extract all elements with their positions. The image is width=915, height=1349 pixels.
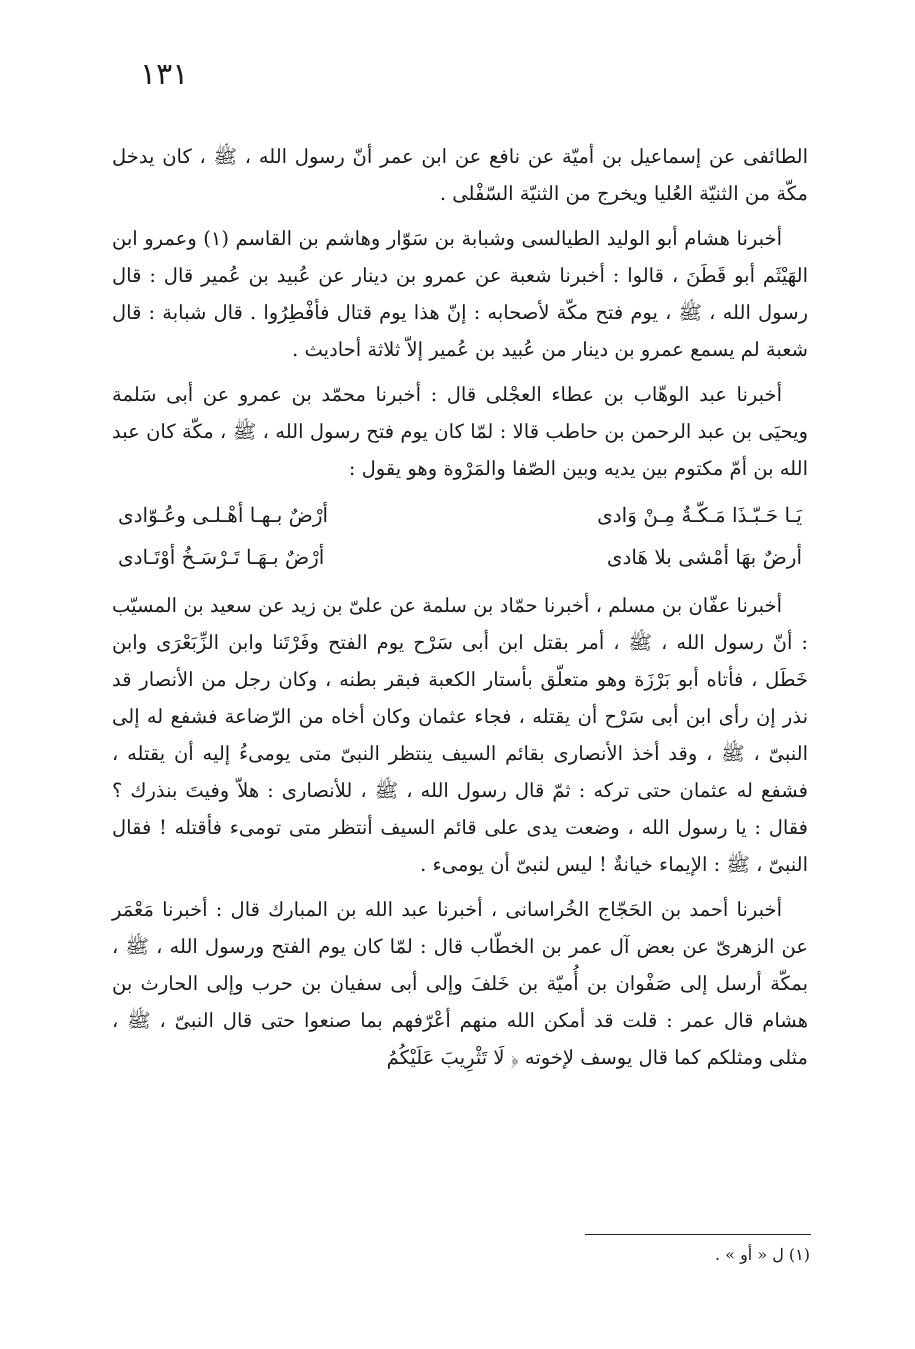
paragraph: أخبرنا هشام أبو الوليد الطيالسى وشبابة بن سَوّار وهاشم بن القاسم (١) وعمرو ابن الهَيْثَم أبو قَطَنَ ، قالوا : أخبرنا شعبة عن عمرو بن دينار عن عُبيد بن عُمير قال : قال رسول الله ، ﷺ ، يوم فتح مكّة لأصحابه : إنّ هذا يوم قتال فأفْطِرُوا . قال شبابة : قال شعبة لم يسمع عمرو بن دينار من عُبيد بن عُمير إلاّ ثلاثة أحاديث . bbox=[112, 227, 808, 361]
paragraph: أخبرنا عفّان بن مسلم ، أخبرنا حمّاد بن سلمة عن علىّ بن زيد عن سعيد بن المسيّب : أنّ رسول الله ، ﷺ ، أمر بقتل ابن أبى سَرْح يوم الفتح وفَرْتَنا وابن الزِّبَعْرَى وابن خَطَل ، فأتاه أبو بَرْزَة وهو متعلّق بأستار الكعبة فبقر بطنه ، وكان رجل من الأنصار قد نذر إن رأى ابن أبى سَرْح أن يقتله ، فجاء عثمان وكان أخاه من الرّضاعة فشفع له إلى النبىّ ، ﷺ ، وقد أخذ الأنصارى بقائم السيف ينتظر النبىّ متى يومىءُ إليه أن يقتله ، فشفع له عثمان حتى تركه : ثمّ قال رسول الله ، ﷺ ، للأنصارى : هلاّ وفيتَ بنذرك ؟ فقال : يا رسول الله ، وضعت يدى على قائم السيف أنتظر متى تومىء فأقتله ! فقال النبىّ ، ﷺ : الإيماء خيانةٌ ! ليس لنبىّ أن يومىء . bbox=[112, 594, 808, 876]
verse-hemistich-right: أرضٌ بهَا أمْشى بلا هَادى bbox=[606, 545, 802, 569]
paragraph: أخبرنا عبد الوهّاب بن عطاء العجْلى قال : أخبرنا محمّد بن عمرو عن أبى سَلمة ويحيَى بن عبد الرحمن بن حاطب قالا : لمّا كان يوم فتح رسول الله ، ﷺ ، مكّة كان عبد الله بن أمّ مكتوم بين يديه وبين الصّفا والمَرْوة وهو يقول : bbox=[112, 383, 808, 480]
main-text bbox=[112, 138, 808, 1084]
footnote-divider bbox=[585, 1234, 811, 1235]
verse-hemistich-right: يَـا حَـبّـذَا مَـكّـةُ مِـنْ وَادى bbox=[597, 503, 802, 527]
verse-line bbox=[118, 497, 802, 533]
page-number: ١٣١ bbox=[140, 57, 189, 92]
paragraph: أخبرنا أحمد بن الحَجّاج الخُراسانى ، أخبرنا عبد الله بن المبارك قال : أخبرنا مَعْمَر عن الزهرىّ عن بعض آل عمر بن الخطّاب قال : لمّا كان يوم الفتح ورسول الله ، ﷺ ، بمكّة أرسل إلى صَفْوان بن أُميّة بن خَلفَ وإلى أبى سفيان بن حرب وإلى الحارث بن هشام قال عمر : قلت قد أمكن الله منهم أعْرّفهم بما صنعوا حتى قال النبىّ ، ﷺ ، مثلى ومثلكم كما قال يوسف لإخوته ﴿ لَا تَثْرِيبَ عَلَيْكُمُ bbox=[112, 898, 808, 1069]
verse-hemistich-left: أرْضٌ بـهـا أهْـلـى وعُـوّادى bbox=[118, 503, 329, 527]
verse-hemistich-left: أرْضٌ بـهَـا تَـرْسَـخُ أوْتَـادى bbox=[118, 545, 325, 569]
footnote: (١) ل « أو » . bbox=[715, 1245, 810, 1264]
poem-verse bbox=[112, 497, 808, 575]
paragraph: الطائفى عن إسماعيل بن أميّة عن نافع عن ابن عمر أنّ رسول الله ، ﷺ ، كان يدخل مكّة من الثنيّة العُليا ويخرج من الثنيّة السّفْلى . bbox=[112, 145, 808, 205]
verse-line bbox=[118, 539, 802, 575]
